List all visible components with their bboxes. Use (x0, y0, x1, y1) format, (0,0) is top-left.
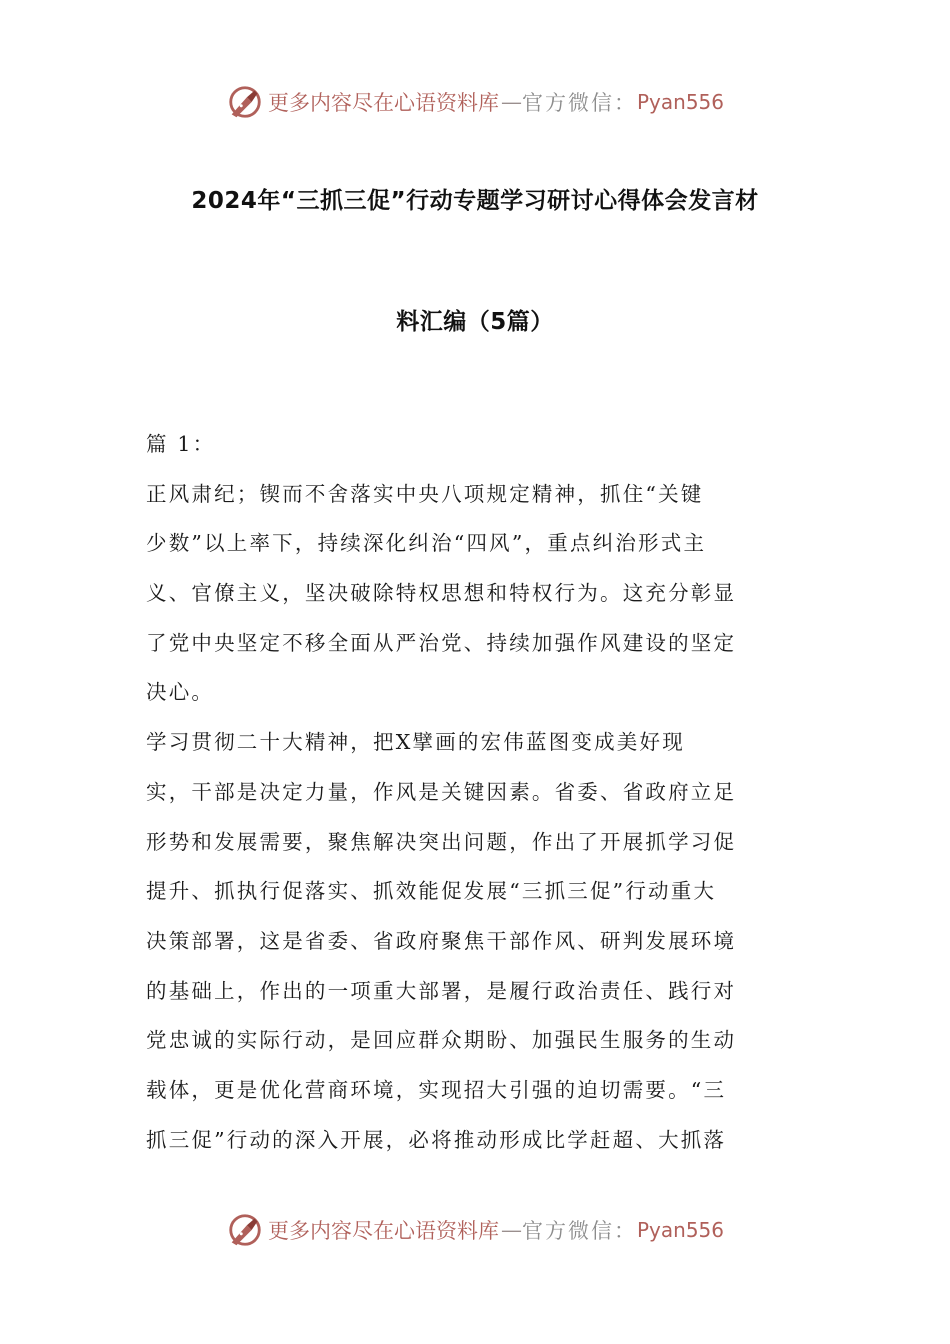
body-line: 载体，更是优化营商环境，实现招大引强的迫切需要。“三 (146, 1077, 727, 1102)
document-body (146, 420, 736, 1165)
banner-dash: — (500, 90, 520, 114)
body-line: 少数”以上率下，持续深化纠治“四风”，重点纠治形式主 (146, 531, 707, 556)
body-line: 党忠诚的实际行动，是回应群众期盼、加强民生服务的生动 (146, 1028, 737, 1053)
banner-dash: — (500, 1218, 520, 1242)
banner-wechat-id: Pyan556 (636, 1218, 724, 1242)
banner-official: 官方微信： (521, 1219, 637, 1243)
body-line: 义、官僚主义，坚决破除特权思想和特权行为。这充分彰显 (146, 581, 737, 606)
body-line: 的基础上，作出的一项重大部署，是履行政治责任、践行对 (146, 978, 737, 1003)
banner-official: 官方微信： (521, 91, 637, 115)
body-line: 决策部署，这是省委、省政府聚焦干部作风、研判发展环境 (146, 928, 737, 953)
body-line: 正风肃纪；锲而不舍落实中央八项规定精神，抓住“关键 (146, 481, 704, 506)
footer-banner (0, 1208, 950, 1252)
banner-brand: 更多内容尽在心语资料库 (267, 1219, 499, 1243)
body-line: 抓三促”行动的深入开展，必将推动形成比学赶超、大抓落 (146, 1127, 727, 1152)
pen-nib-logo-icon (226, 83, 264, 121)
body-line: 了党中央坚定不移全面从严治党、持续加强作风建设的坚定 (146, 630, 737, 655)
section-heading: 篇 1： (146, 432, 216, 456)
body-line: 学习贯彻二十大精神，把X擘画的宏伟蓝图变成美好现 (146, 730, 685, 755)
header-banner (0, 80, 950, 124)
document-title-line-1: 2024年“三抓三促”行动专题学习研讨心得体会发言材 (191, 188, 759, 214)
banner-brand: 更多内容尽在心语资料库 (267, 91, 499, 115)
body-line: 决心。 (146, 680, 215, 705)
body-line: 提升、抓执行促落实、抓效能促发展“三抓三促”行动重大 (146, 879, 717, 904)
document-title-line-2: 料汇编（5篇） (396, 309, 554, 335)
body-line: 实，干部是决定力量，作风是关键因素。省委、省政府立足 (146, 779, 737, 804)
pen-nib-logo-icon (226, 1211, 264, 1249)
body-line: 形势和发展需要，聚焦解决突出问题，作出了开展抓学习促 (146, 829, 737, 854)
banner-wechat-id: Pyan556 (636, 90, 724, 114)
